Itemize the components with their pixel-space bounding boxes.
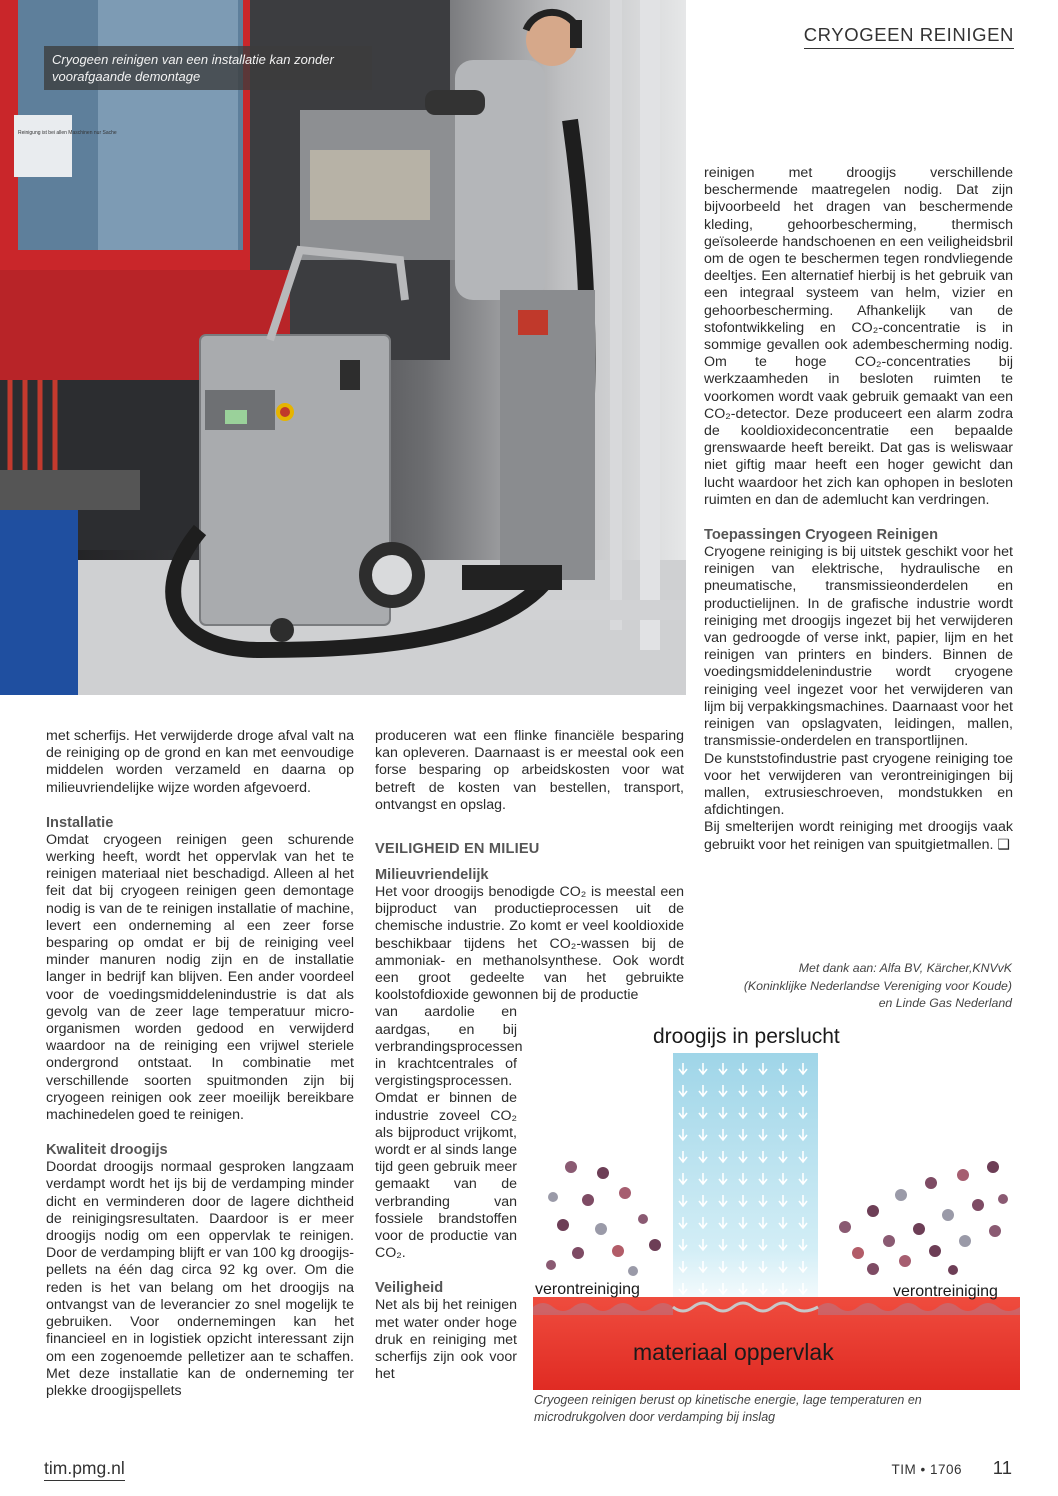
label-contamination-right: verontreiniging xyxy=(893,1283,998,1300)
label-contamination-left: verontreiniging xyxy=(535,1281,640,1298)
particle-cloud-left xyxy=(546,1161,661,1276)
label-material-surface: materiaal oppervlak xyxy=(633,1339,834,1365)
paragraph: De kunststofindustrie past cryogene reiniging toe voor het verwijderen van verontreinigingen bij mallen, extrusieschroeven, mondstukken en afdichtingen. xyxy=(704,750,1013,819)
dry-ice-diagram xyxy=(533,1015,1020,1390)
photo-caption: Cryogeen reinigen van een installatie kan zonder voorafgaande demontage xyxy=(44,46,372,90)
paragraph-text: Bij smelterijen wordt reiniging met droogijs vaak gebruikt voor het reinigen van spuitgietmallen. xyxy=(704,819,1013,853)
diagram-title: droogijs in perslucht xyxy=(653,1025,840,1048)
issue-number: TIM • 1706 xyxy=(891,1462,962,1477)
column-3 xyxy=(704,165,1013,854)
particle-cloud-right xyxy=(839,1161,1008,1275)
paragraph: reinigen met droogijs verschillende beschermende maatregelen nodig. Dat zijn bijvoorbeeld het dragen van beschermende kleding, gehoorbescherming, thermisch geïsoleerde handschoenen en een veiligheidsbril om de ogen te beschermen tegen rondvliegende deeltjes. Een alternatief hierbij is het gebruik van een integraal systeem van helm, vizier en gehoorbescherming. Afhankelijk van de stofontwikkeling en CO₂-concentratie is in sommige gevallen ook adembescherming nodig. Om te hoge CO₂-concentraties bij werkzaamheden in besloten ruimten te voorkomen wordt vaak gebruik gemaakt van een CO₂-detector. Deze produceert een alarm zodra de kooldioxideconcentratie een bepaalde grenswaarde heeft bereikt. Dat gas is weliswaar niet giftig maar heeft een hoger gewicht dan lucht waardoor het zich kan ophopen in besloten ruimten en dan de ademlucht kan verdringen. xyxy=(704,165,1013,508)
section-title: CRYOGEEN REINIGEN xyxy=(804,24,1014,49)
paragraph: produceren wat een flinke financiële besparing kan opleveren. Daarnaast is er meestal ook een forse besparing op arbeidskosten voor wat betreft de kosten van bestellen, transport, ontvangst en opslag. xyxy=(375,728,684,813)
paragraph: Cryogene reiniging is bij uitstek geschikt voor het reinigen van elektrische, hydraulische en pneumatische, transmissieonderdelen en productielijnen. In de grafische industrie wordt reiniging met droogijs ingezet bij het verwijderen van gedroogde of verse inkt, papier, lijm en het reinigen van printers en binders. Binnen de voedingsmiddelenindustrie wordt cryogene reiniging veel ingezet voor het verwijderen van lijm bij verpakkingsmachines. Daarnaast voor het reinigen van opslagvaten, leidingen, mallen, transmissie-onderdelen en transportlijnen. xyxy=(704,544,1013,750)
hero-photo xyxy=(0,0,686,695)
subheading: Kwaliteit droogijs xyxy=(46,1142,168,1159)
subheading: Installatie xyxy=(46,814,114,831)
paragraph: Net als bij het reinigen met water onder hoge druk en reiniging met scherfijs zijn ook voor het xyxy=(375,1297,517,1383)
diagram-caption: Cryogeen reinigen berust op kinetische energie, lage temperaturen en microdrukgolven door verdamping bij inslag xyxy=(534,1393,922,1424)
photo-illustration xyxy=(0,0,686,695)
page-number: 11 xyxy=(992,1457,1012,1478)
subheading: Veiligheid xyxy=(375,1280,444,1297)
section-heading: VEILIGHEID EN MILIEU xyxy=(375,841,540,858)
footer-url[interactable]: tim.pmg.nl xyxy=(44,1458,125,1481)
subheading: Toepassingen Cryogeen Reinigen xyxy=(704,527,939,544)
paragraph: van aardolie en aardgas, en bij verbrandingsprocessen in krachtcentrales of vergistingsprocessen. Omdat er binnen de industrie zoveel CO₂ als bijproduct vrijkomt, wordt er al sinds lange tijd geen gebruik meer gemaakt van de verbranding van fossiele brandstoffen voor de productie van CO₂. xyxy=(375,1004,523,1262)
paragraph: Omdat cryogeen reinigen geen schurende werking heeft, wordt het oppervlak van het te reinigen materiaal niet beschadigd. Alleen al het feit dat bij cryogeen reinigen geen demontage nodig is van de te reinigen installatie of machine, levert een onderneming al een zeer forse besparing op omdat er bij de reiniging veel minder manuren nodig zijn en de installatie langer in bedrijf kan blijven. Een ander voordeel voor de voedingsmiddelenindustrie is dat als gevolg van de zeer lage temperatuur micro-organismen worden gedood en verwijderd waardoor na de reiniging een vrijwel steriele ondergrond ontstaat. In combinatie met verschillende soorten spuitmonden zijn bij cryogeen reinigen ook zeer moeilijk bereikbare machinedelen goed te reinigen. xyxy=(46,831,354,1124)
credits xyxy=(704,960,1012,1013)
paragraph xyxy=(704,819,1013,853)
credits-line: (Koninklijke Nederlandse Vereniging voor Koude) xyxy=(743,978,1012,993)
machine-sticker: Reinigung ist bei allen Maschinen nur Sache xyxy=(18,130,117,136)
subheading: Milieuvriendelijk xyxy=(375,867,489,884)
diagram-graphic xyxy=(533,1015,1020,1390)
end-mark-icon: ❑ xyxy=(997,836,1011,853)
paragraph: Doordat droogijs normaal gesproken langzaam verdampt wordt het ijs bij de verdamping minder dicht en verminderen door de lagere dichtheid de reinigingsresultaten. Daardoor is er meer droogijs nodig om een oppervlak te reinigen. Door de verdamping blijft er van 100 kg droogijs-pellets na één dag circa 92 kg over. Om die reden is het van belang om het droogijs na ontvangst van de leverancier zo snel mogelijk te gebruiken. Voor ondernemingen kan het financieel en in logistiek opzicht interessant zijn om een zogenoemde pelletizer aan te schaffen. Met deze installatie kan de onderneming ter plekke droogijspellets xyxy=(46,1159,354,1399)
paragraph: Het voor droogijs benodigde CO₂ is meestal een bijproduct van productieprocessen uit de chemische industrie. Zo komt er veel kooldioxide beschikbaar tijdens het CO₂-wassen bij de ammoniak- en methanolsynthese. Ook wordt een groot gedeelte van het gebruikte koolstofdioxide gewonnen bij de productie xyxy=(375,884,684,1004)
credits-line: Met dank aan: Alfa BV, Kärcher,KNVvK xyxy=(798,961,1012,975)
column-1 xyxy=(46,728,354,1400)
paragraph: met scherfijs. Het verwijderde droge afval valt na de reiniging op de grond en kan met eenvoudige middelen worden verzameld en daarna op milieuvriendelijke wijze worden afgevoerd. xyxy=(46,728,354,796)
credits-line: en Linde Gas Nederland xyxy=(878,996,1012,1010)
